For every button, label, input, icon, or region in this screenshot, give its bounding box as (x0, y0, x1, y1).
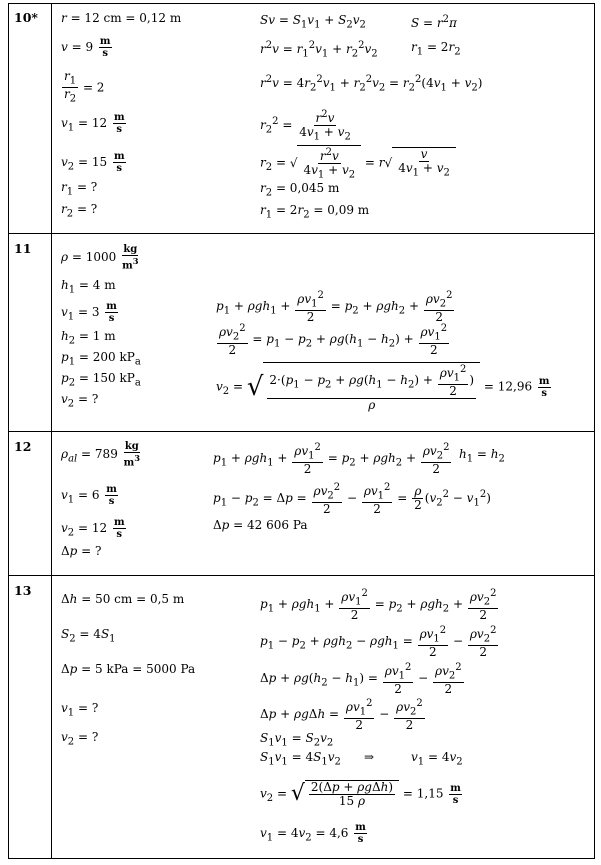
given-line: $p_1 = 200$ $kP_a$ (61, 350, 141, 368)
equation: $r_1 = 2r_2$ (411, 40, 461, 58)
equation: $p_1 - p_2 = \Delta p$ = $\frac{\rho v_2^2}{2}$ − $\frac{\rho v_1^2}{2}$ = $\frac{\rho}{2}$ $(v_2^2 - v_1^2)$ (213, 482, 491, 517)
equation: $S = r^2\pi$ (411, 14, 457, 30)
equation: Δp = 42 606 Pa (213, 518, 308, 532)
given-line: Δp = 5 kPa = 5000 Pa (61, 662, 196, 676)
given-line: $p_2 = 150$ $kP_a$ (61, 371, 141, 389)
equation: $p_1 - p_2 + \rho gh_2 - \rho gh_1$ = $\frac{\rho v_1^2}{2}$ − $\frac{\rho v_2^2}{2}$ (260, 625, 497, 660)
given-line: $S_2 = 4S_1$ (61, 627, 116, 645)
equation: $v_1 = 4v_2$ (411, 750, 463, 768)
equation: $r_2$ = √ $\frac{r^2v}{4v_1 + v_2}$ = r√ $\frac{v}{4v_1 + v_2}$ (260, 145, 456, 181)
equation: $r_1 = 2r_2 = 0,09$ m (260, 203, 370, 221)
equation: Δp + ρgΔh = $\frac{\rho v_1^2}{2}$ − $\frac{\rho v_2^2}{2}$ (260, 698, 423, 733)
given-line: $v_1 = 3$ $\frac{m}{s}$ (61, 301, 117, 324)
equation: $p_1 + \rho gh_1$ + $\frac{\rho v_1^2}{2}$ = $p_2 + \rho gh_2$ + $\frac{\rho v_2^2}{2}$ (213, 442, 450, 477)
given-line: Δp = ? (61, 544, 102, 558)
problem-number: 11 (14, 241, 32, 256)
implies-arrow: ⇒ (364, 750, 375, 764)
equation: $r^2v = r_1^2v_1 + r_2^2v_2$ (260, 40, 378, 60)
equation: $r_2^2$ = $\frac{r^2v}{4v_1 + v_2}$ (260, 109, 351, 143)
equation: $\frac{\rho v_2^2}{2}$ = $p_1 - p_2 + \rho g(h_1 - h_2)$ + $\frac{\rho v_1^2}{2}$ (219, 323, 448, 358)
row-divider (9, 431, 594, 432)
given-line: $v_2$ = ? (61, 730, 99, 748)
equation: $v_2$ = √ 2(Δp + ρgΔh) 15 ρ = 1,15 $\frac{m}{s}$ (260, 780, 461, 808)
given-line: $\rho_{al} = 789$ $\frac{kg}{m^3}$ (61, 441, 141, 469)
problem-number: 10* (14, 10, 38, 25)
given-line: $v_2 = 12$ $\frac{m}{s}$ (61, 517, 125, 540)
equation: $S_1v_1 = 4S_1v_2$ (260, 750, 341, 768)
given-line: $v_1 = 6$ $\frac{m}{s}$ (61, 484, 117, 507)
given-line: $h_1 = 4$ m (61, 278, 116, 296)
equation: $h_1 = h_2$ (459, 447, 505, 465)
given-line: $v_2 = 15$ $\frac{m}{s}$ (61, 151, 125, 174)
given-line: $v_2$ = ? (61, 392, 99, 410)
given-line: v = 9 $\frac{m}{s}$ (61, 36, 111, 59)
given-line: $v_1 = 12$ $\frac{m}{s}$ (61, 112, 125, 135)
given-line: ρ = 1000 $\frac{kg}{m^3}$ (61, 244, 139, 272)
equation: $v_2$ = √ $2\cdot(p_1 - p_2 + \rho g(h_1 - h_2)$ + $\frac{\rho v_1^2}{2}$ ) ρ = 12,96 $\frac{m}{s}$ (216, 364, 550, 413)
row-divider (9, 575, 594, 576)
equation: $\Delta p + \rho g(h_2 - h_1)$ = $\frac{\rho v_1^2}{2}$ − $\frac{\rho v_2^2}{2}$ (260, 662, 462, 697)
equation: $Sv = S_1v_1 + S_2v_2$ (260, 13, 366, 31)
given-line: $v_1$ = ? (61, 701, 99, 719)
equation: $r_2 = 0,045$ m (260, 181, 340, 199)
given-line: Δh = 50 cm = 0,5 m (61, 592, 185, 606)
problem-number: 13 (14, 583, 32, 598)
given-line: $h_2 = 1$ m (61, 329, 116, 347)
given-line: $\frac{r_1}{r_2}$ = 2 (64, 69, 105, 105)
equation: $p_1 + \rho gh_1$ + $\frac{\rho v_1^2}{2}$ = $p_2 + \rho gh_2$ + $\frac{\rho v_2^2}{2}$ (216, 290, 453, 325)
row-divider (9, 233, 594, 234)
equation: $r^2v = 4r_2^2v_1 + r_2^2v_2 = r_2^2(4v_1 + v_2)$ (260, 74, 483, 94)
equation: $p_1 + \rho gh_1$ + $\frac{\rho v_1^2}{2}$ = $p_2 + \rho gh_2$ + $\frac{\rho v_2^2}{2}$ (260, 588, 497, 623)
given-line: r = 12 cm = 0,12 m (61, 11, 182, 25)
given-line: $r_1$ = ? (61, 180, 98, 198)
equation: $S_1v_1 = S_2v_2$ (260, 731, 334, 749)
problems-table (8, 3, 595, 859)
problem-number: 12 (14, 439, 32, 454)
given-line: $r_2$ = ? (61, 202, 98, 220)
equation: $v_1 = 4v_2 = 4,6$ $\frac{m}{s}$ (260, 822, 366, 845)
